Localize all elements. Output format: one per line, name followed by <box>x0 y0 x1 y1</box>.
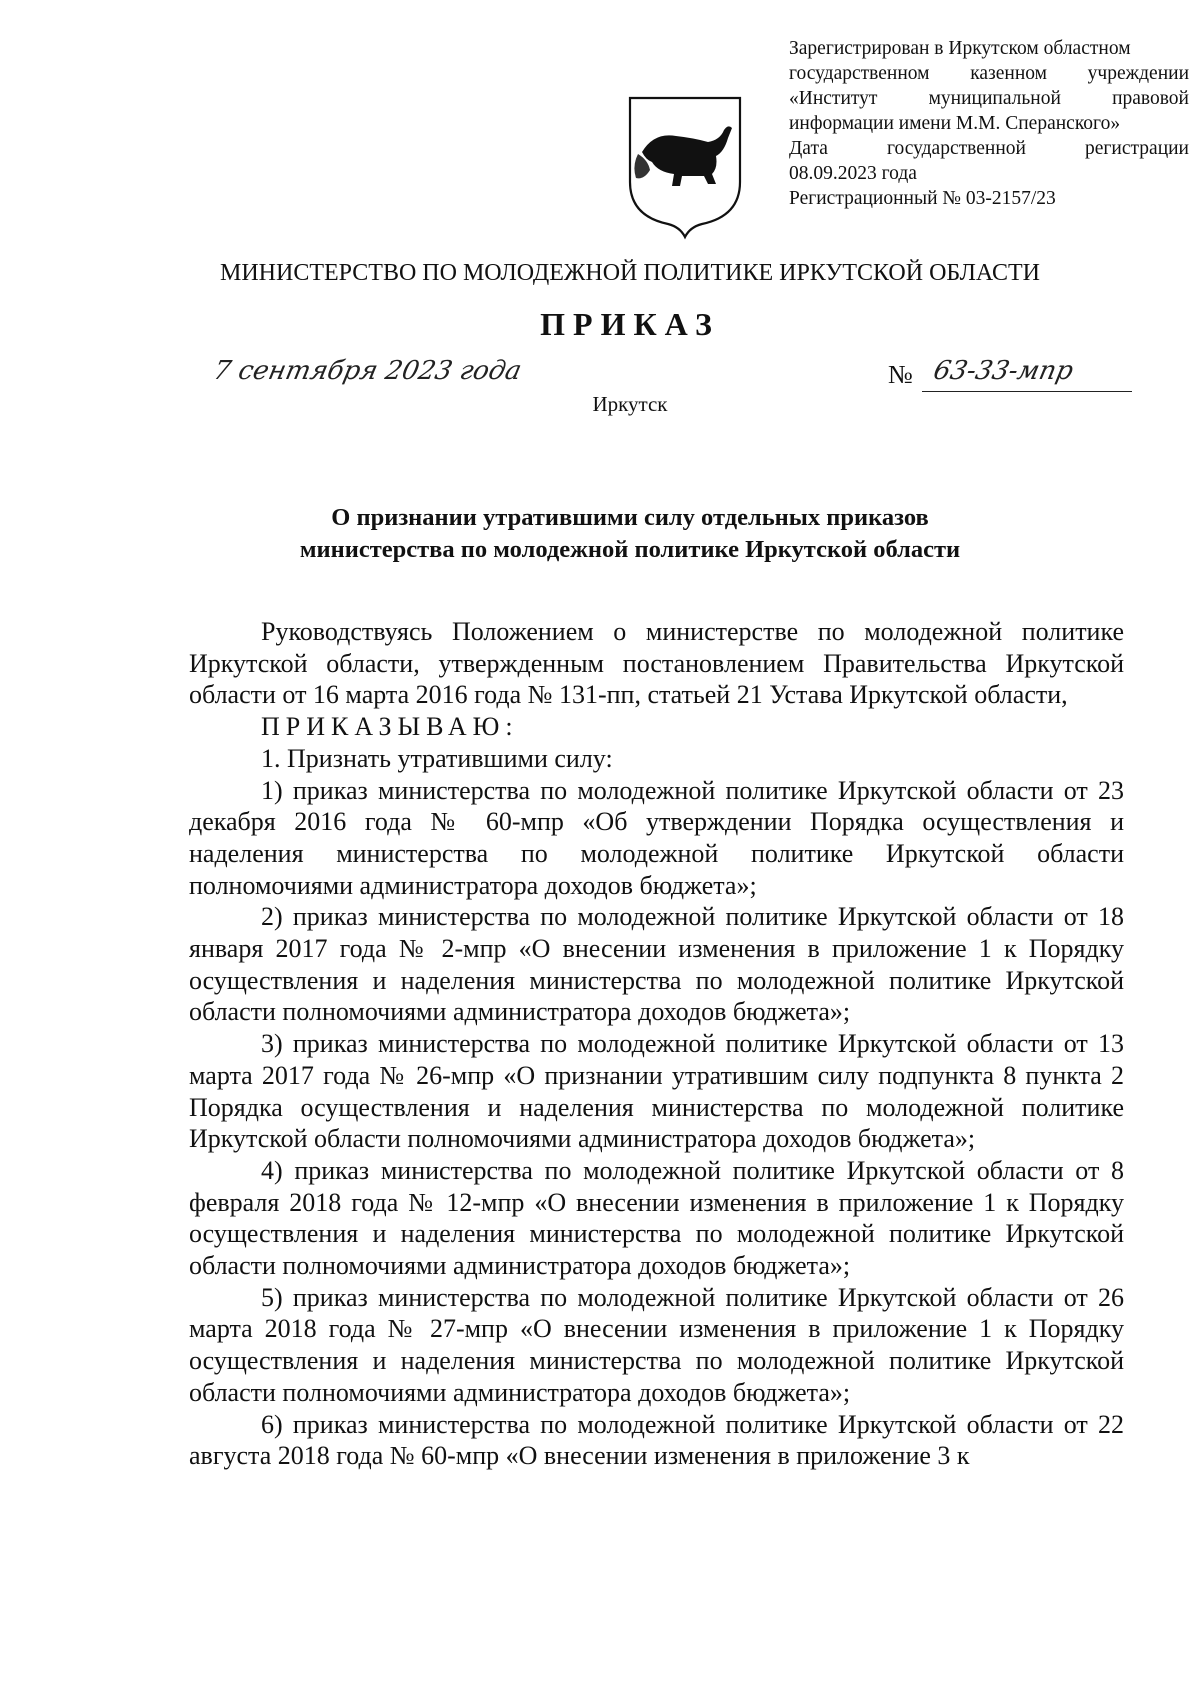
list-item: 1) приказ министерства по молодежной политике Иркутской области от 23 декабря 2016 года № 60-мпр «Об утверждении Порядка осуществления и наделения министерства по молодежной политике Иркутской области полномочиями администратора доходов бюджета»; <box>189 775 1124 900</box>
ministry-name: МИНИСТЕРСТВО ПО МОЛОДЕЖНОЙ ПОЛИТИКЕ ИРКУТСКОЙ ОБЛАСТИ <box>219 260 1040 286</box>
registration-line: Регистрационный № 03-2157/23 <box>789 188 1056 209</box>
order-number <box>888 356 1133 396</box>
registration-line: Дата государственной регистрации <box>789 138 1189 159</box>
list-item: 6) приказ министерства по молодежной политике Иркутской области от 22 августа 2018 года № 60-мпр «О внесении изменения в приложение 3 к <box>189 1409 1124 1471</box>
registration-line: «Институт муниципальной правовой <box>789 88 1189 109</box>
list-item: 5) приказ министерства по молодежной политике Иркутской области от 26 марта 2018 года № 27-мпр «О внесении изменения в приложение 1 к Порядку осуществления и наделения министерства по молодежной политике Иркутской области полномочиями администратора доходов бюджета»; <box>189 1282 1124 1407</box>
number-sign: № <box>888 360 913 389</box>
point-1: 1. Признать утратившими силу: <box>261 743 613 773</box>
intro-paragraph: Руководствуясь Положением о министерстве по молодежной политике Иркутской области, утвержденным постановлением Правительства Иркутской области от 16 марта 2016 года № 131-пп, статьей 21 Устава Иркутской области, <box>189 617 1124 710</box>
registration-line: 08.09.2023 года <box>789 163 917 184</box>
registration-line: Зарегистрирован в Иркутском областном <box>789 38 1131 59</box>
document-body <box>189 616 1124 1472</box>
registration-line: информации имени М.М. Сперанского» <box>789 113 1121 134</box>
registration-line: государственном казенном учреждении <box>789 63 1189 84</box>
irkutsk-coat-of-arms-icon <box>624 92 746 240</box>
document-type: ПРИКАЗ <box>540 306 720 342</box>
handwritten-number: 63-33-мпр <box>930 356 1076 386</box>
title-line: О признании утратившими силу отдельных приказов <box>331 504 929 531</box>
handwritten-date: 7 сентября 2023 года <box>210 356 525 386</box>
document-title <box>0 502 1200 566</box>
list-item: 3) приказ министерства по молодежной политике Иркутской области от 13 марта 2017 года № 26-мпр «О признании утратившим силу подпункта 8 пункта 2 Порядка осуществления и наделения министерства по молодежной политике Иркутской области полномочиями администратора доходов бюджета»; <box>189 1029 1124 1154</box>
order-word: ПРИКАЗЫВАЮ: <box>261 712 519 742</box>
city: Иркутск <box>592 392 668 416</box>
title-line: министерства по молодежной политике Иркутской области <box>299 536 961 563</box>
registration-stamp <box>789 36 1189 211</box>
list-item: 2) приказ министерства по молодежной политике Иркутской области от 18 января 2017 года № 2-мпр «О внесении изменения в приложение 1 к Порядку осуществления и наделения министерства по молодежной политике Иркутской области полномочиями администратора доходов бюджета»; <box>189 902 1124 1027</box>
list-item: 4) приказ министерства по молодежной политике Иркутской области от 8 февраля 2018 года № 12-мпр «О внесении изменения в приложение 1 к Порядку осуществления и наделения министерства по молодежной политике Иркутской области полномочиями администратора доходов бюджета»; <box>189 1155 1124 1281</box>
